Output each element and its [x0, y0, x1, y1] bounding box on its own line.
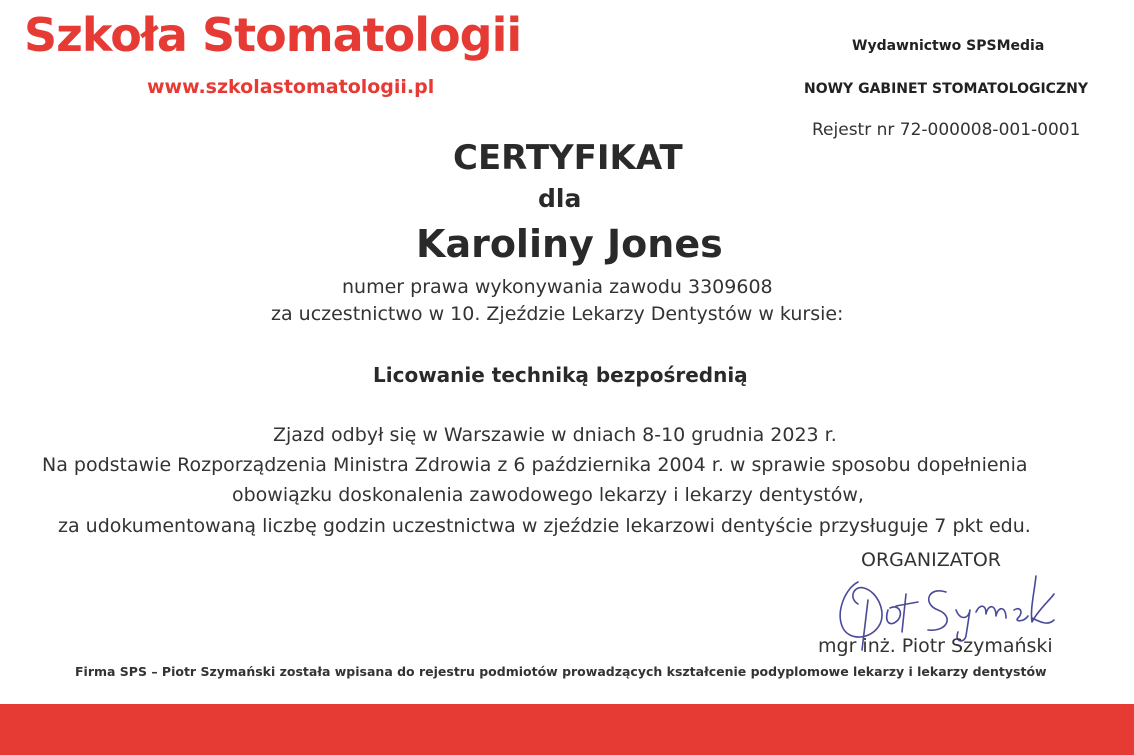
course-title: Licowanie techniką bezpośrednią	[373, 363, 748, 387]
participation-text: za uczestnictwo w 10. Zjeździe Lekarzy Dentystów w kursie:	[271, 303, 844, 325]
publisher-journal: NOWY GABINET STOMATOLOGICZNY	[804, 81, 1088, 97]
footer-band	[0, 704, 1134, 755]
body-line: obowiązku doskonalenia zawodowego lekarzy i lekarzy dentystów,	[232, 484, 864, 506]
publisher-name: Wydawnictwo SPSMedia	[852, 38, 1045, 54]
brand-title: Szkoła Stomatologii	[24, 8, 522, 62]
body-line: Na podstawie Rozporządzenia Ministra Zdrowia z 6 października 2004 r. w sprawie sposobu dopełnienia	[42, 454, 1028, 476]
registry-number: Rejestr nr 72-000008-001-0001	[812, 120, 1081, 140]
brand-url: www.szkolastomatologii.pl	[147, 76, 435, 98]
signatory-name: mgr inż. Piotr Szymański	[818, 635, 1053, 657]
license-number: numer prawa wykonywania zawodu 3309608	[342, 276, 773, 298]
recipient-name: Karoliny Jones	[416, 222, 723, 266]
body-line: Zjazd odbył się w Warszawie w dniach 8-10 grudnia 2023 r.	[273, 424, 837, 446]
organizer-label: ORGANIZATOR	[861, 549, 1001, 571]
certificate-for-label: dla	[538, 184, 582, 213]
certificate-title: CERTYFIKAT	[453, 138, 683, 178]
footer-note: Firma SPS – Piotr Szymański została wpisana do rejestru podmiotów prowadzących kształcenie podyplomowe lekarzy i lekarzy dentystów	[75, 664, 1047, 679]
body-line: za udokumentowaną liczbę godzin uczestnictwa w zjeździe lekarzowi dentyście przysługuje 7 pkt edu.	[58, 515, 1031, 537]
